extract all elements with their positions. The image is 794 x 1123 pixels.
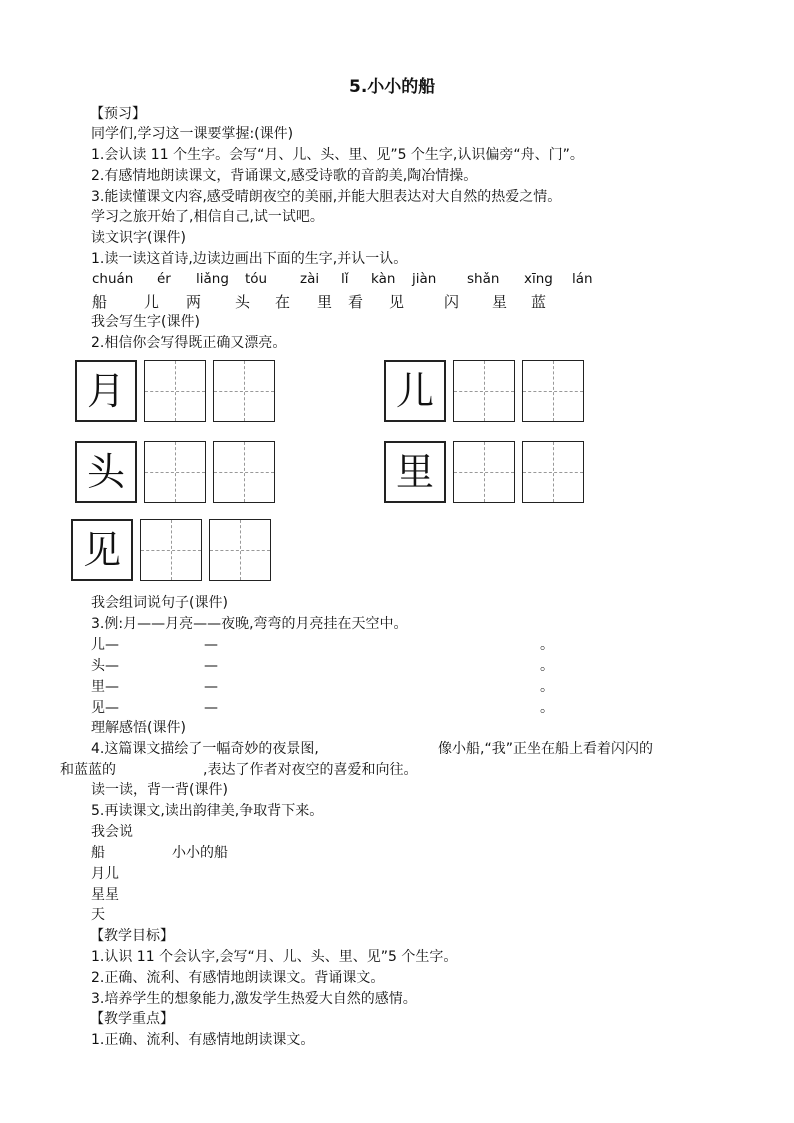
key-heading: 【教学重点】: [90, 1011, 174, 1027]
understand-heading: 理解感悟(课件): [91, 720, 186, 736]
goal-1: 1.会认读 11 个生字。会写“月、儿、头、里、见”5 个生字,认识偏旁“舟、门”。: [91, 147, 584, 163]
hanzi-liang: 两: [186, 293, 202, 311]
sample-char-tou: 头: [86, 450, 125, 494]
word-row-er-char: 儿—: [91, 637, 119, 653]
pinyin-kan: kàn: [371, 271, 396, 287]
writing-cell[interactable]: [453, 360, 515, 422]
hanzi-chuan: 船: [92, 293, 108, 311]
intro-text: 同学们,学习这一课要掌握:(课件): [91, 126, 294, 142]
example-sentence: 3.例:月——月亮——夜晚,弯弯的月亮挂在天空中。: [91, 616, 408, 632]
pinyin-tou: tóu: [245, 271, 268, 287]
hanzi-er: 儿: [144, 293, 160, 311]
pinyin-chuan: chuán: [92, 271, 134, 287]
hanzi-xing: 星: [492, 293, 508, 311]
pinyin-li: lǐ: [341, 271, 349, 287]
word-row-er-end: 。: [540, 637, 554, 653]
pinyin-lan: lán: [572, 271, 593, 287]
understand-part-c: 和蓝蓝的: [60, 762, 116, 778]
read-heading: 读文识字(课件): [91, 230, 186, 246]
say-heading: 我会说: [91, 824, 133, 840]
say-item-xingxing: 星星: [91, 887, 119, 903]
pinyin-shan: shǎn: [467, 271, 500, 287]
writing-cell-sample: [75, 360, 137, 422]
write-heading: 我会写生字(课件): [91, 314, 200, 330]
word-row-er-dash: —: [204, 637, 218, 653]
objective-1: 1.认识 11 个会认字,会写“月、儿、头、里、见”5 个生字。: [91, 949, 458, 965]
writing-cell[interactable]: [213, 441, 275, 503]
sample-char-li: 里: [395, 450, 434, 494]
understand-part-d: ,表达了作者对夜空的喜爱和向往。: [203, 762, 418, 778]
write-task: 2.相信你会写得既正确又漂亮。: [91, 335, 287, 351]
hanzi-kan: 看: [348, 293, 364, 311]
sample-char-er: 儿: [395, 369, 434, 413]
hanzi-lan: 蓝: [531, 293, 547, 311]
pinyin-liang: liǎng: [196, 271, 229, 287]
say-item-tian: 天: [91, 907, 105, 923]
understand-part-a: 4.这篇课文描绘了一幅奇妙的夜景图,: [91, 741, 319, 757]
writing-grid-li: [384, 441, 584, 503]
journey-text: 学习之旅开始了,相信自己,试一试吧。: [91, 209, 324, 225]
pinyin-zai: zài: [300, 271, 320, 287]
hanzi-zai: 在: [275, 293, 291, 311]
key-point-1: 1.正确、流利、有感情地朗读课文。: [91, 1032, 315, 1048]
writing-cell-sample: [384, 360, 446, 422]
hanzi-jian: 见: [389, 293, 405, 311]
writing-cell[interactable]: [522, 360, 584, 422]
say-example: 小小的船: [172, 845, 228, 861]
say-item-chuan: 船: [91, 845, 105, 861]
goal-2: 2.有感情地朗读课文，背诵课文,感受诗歌的音韵美,陶冶情操。: [91, 168, 478, 184]
writing-cell[interactable]: [140, 519, 202, 581]
pinyin-er: ér: [157, 271, 171, 287]
word-row-tou-char: 头—: [91, 658, 119, 674]
writing-grid-tou: [75, 441, 275, 503]
writing-cell[interactable]: [209, 519, 271, 581]
read-task: 1.读一读这首诗,边读边画出下面的生字,并认一认。: [91, 251, 408, 267]
recite-task: 5.再读课文,读出韵律美,争取背下来。: [91, 803, 324, 819]
writing-grid-er: [384, 360, 584, 422]
word-row-jian-dash: —: [204, 700, 218, 716]
word-row-jian-char: 见—: [91, 700, 119, 716]
writing-cell[interactable]: [144, 441, 206, 503]
pinyin-jian: jiàn: [412, 271, 437, 287]
goal-3: 3.能读懂课文内容,感受晴朗夜空的美丽,并能大胆表达对大自然的热爱之情。: [91, 189, 562, 205]
understand-part-b: 像小船,“我”正坐在船上看着闪闪的: [438, 741, 653, 757]
words-heading: 我会组词说句子(课件): [91, 595, 228, 611]
writing-cell-sample: [384, 441, 446, 503]
writing-grid-yue: [75, 360, 275, 422]
writing-cell[interactable]: [144, 360, 206, 422]
writing-cell[interactable]: [213, 360, 275, 422]
word-row-li-end: 。: [540, 679, 554, 695]
hanzi-shan: 闪: [444, 293, 460, 311]
writing-cell-sample: [75, 441, 137, 503]
word-row-jian-end: 。: [540, 700, 554, 716]
word-row-li-dash: —: [204, 679, 218, 695]
writing-cell[interactable]: [453, 441, 515, 503]
objective-2: 2.正确、流利、有感情地朗读课文。背诵课文。: [91, 970, 385, 986]
writing-cell[interactable]: [522, 441, 584, 503]
writing-cell-sample: [71, 519, 133, 581]
sample-char-yue: 月: [86, 369, 125, 413]
objectives-heading: 【教学目标】: [90, 928, 174, 944]
writing-grid-jian: [71, 519, 271, 581]
word-row-li-char: 里—: [91, 679, 119, 695]
word-row-tou-dash: —: [204, 658, 218, 674]
say-item-yueer: 月儿: [91, 866, 119, 882]
recite-heading: 读一读，背一背(课件): [91, 782, 228, 798]
page-title: 5.小小的船: [349, 77, 436, 97]
sample-char-jian: 见: [82, 528, 121, 572]
hanzi-li: 里: [317, 293, 333, 311]
objective-3: 3.培养学生的想象能力,激发学生热爱大自然的感情。: [91, 991, 417, 1007]
hanzi-tou: 头: [235, 293, 251, 311]
word-row-tou-end: 。: [540, 658, 554, 674]
pinyin-xing: xīng: [524, 271, 553, 287]
preview-heading: 【预习】: [90, 106, 146, 122]
